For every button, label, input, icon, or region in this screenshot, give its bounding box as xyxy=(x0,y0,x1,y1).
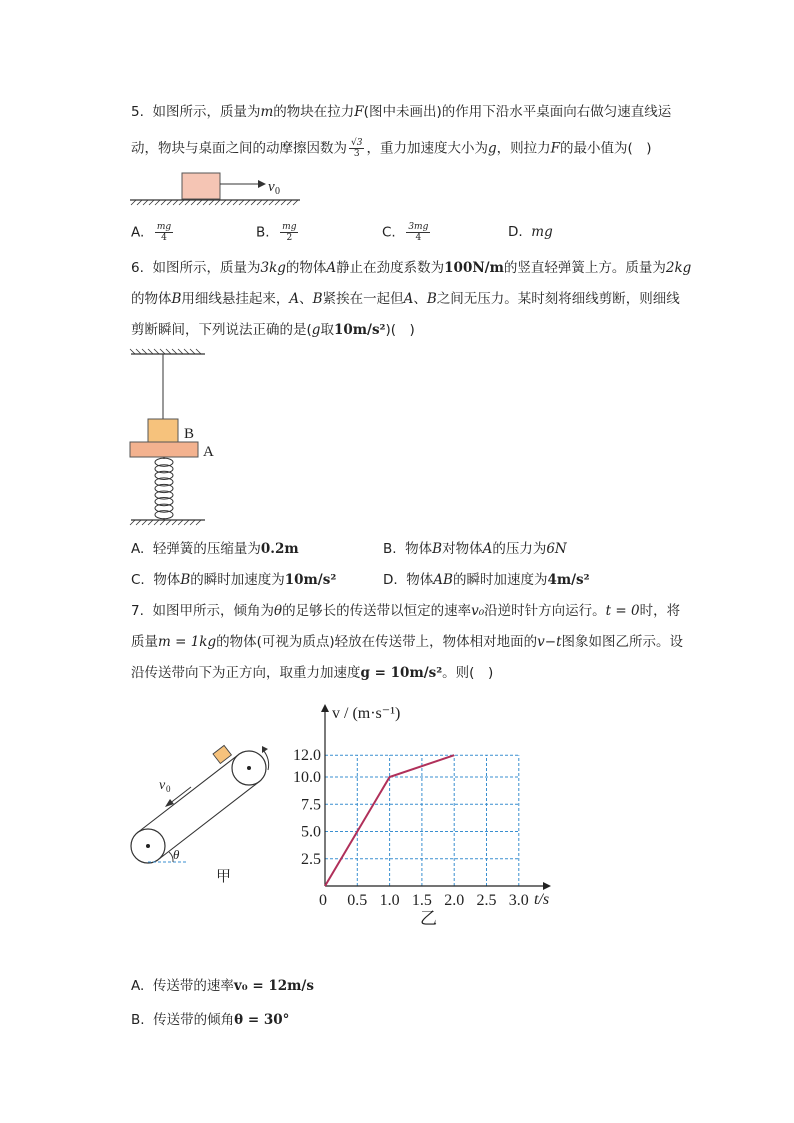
x-tick-label: 0.5 xyxy=(347,892,368,909)
q5-option-a[interactable]: A. $\frac{mg}{4}$ xyxy=(131,222,172,243)
q5-option-c[interactable]: C. $\frac{3mg}{4}$ xyxy=(382,222,429,243)
q5-var-F: F xyxy=(354,104,364,120)
hatch-mark xyxy=(142,520,147,525)
hatch-mark xyxy=(263,200,268,205)
q6-line-3: 剪断瞬间，下列说法正确的是(g取10m/s²)( ) xyxy=(131,322,415,338)
x-tick-label: 0 xyxy=(319,892,327,909)
hatch-mark xyxy=(130,349,135,354)
q5-label-v0: v xyxy=(268,179,275,195)
q6-block-b xyxy=(148,419,178,442)
q7-line-2: 质量m = 1kg的物体(可视为质点)轻放在传送带上，物体相对地面的v−t图象如图乙所示。设 xyxy=(131,634,684,650)
hatch-mark xyxy=(178,520,183,525)
hatch-mark xyxy=(179,200,184,205)
q6-block-a xyxy=(130,442,198,457)
q7-label-v0-sub: 0 xyxy=(166,784,171,794)
chart-y-arrow xyxy=(321,704,329,712)
hatch-mark xyxy=(148,349,153,354)
hatch-mark xyxy=(143,200,148,205)
q6-label-a: A xyxy=(203,444,214,460)
q7-belt-upper xyxy=(137,755,238,833)
q6-spring xyxy=(155,457,173,520)
q5-ground-hatch xyxy=(131,200,298,205)
x-tick-label: 3.0 xyxy=(508,892,529,909)
q5-var-m: m xyxy=(260,104,274,120)
q7-figure-jia xyxy=(125,740,290,890)
x-tick-label: 1.0 xyxy=(379,892,400,909)
q5-var-F: F xyxy=(550,140,560,157)
q7-option-a[interactable]: A. 传送带的速率v₀ = 12m/s xyxy=(131,978,314,994)
q6-floor-hatch xyxy=(130,520,201,525)
q5-number: 5. xyxy=(131,104,144,120)
q5-option-d[interactable]: D. mg xyxy=(508,224,553,240)
q7-box xyxy=(213,745,231,763)
q5-option-b[interactable]: B. $\frac{mg}{2}$ xyxy=(256,222,297,243)
q6-option-b[interactable]: B. 物体B对物体A的压力为6N xyxy=(383,541,567,557)
q7-label-v0: v xyxy=(159,778,166,793)
hatch-mark xyxy=(149,200,154,205)
hatch-mark xyxy=(178,349,183,354)
q6-option-d[interactable]: D. 物体AB的瞬时加速度为4m/s² xyxy=(383,572,590,588)
hatch-mark xyxy=(269,200,274,205)
hatch-mark xyxy=(227,200,232,205)
hatch-mark xyxy=(209,200,214,205)
hatch-mark xyxy=(154,520,159,525)
hatch-mark xyxy=(155,200,160,205)
y-tick-label: 7.5 xyxy=(301,796,321,814)
chart-ticks xyxy=(293,747,529,909)
hatch-mark xyxy=(239,200,244,205)
q7-line-3: 沿传送带向下为正方向，取重力加速度g = 10m/s²。则( ) xyxy=(131,665,494,681)
chart-x-label: t/s xyxy=(534,891,550,908)
hatch-mark xyxy=(257,200,262,205)
q7-vt-chart xyxy=(293,700,575,940)
hatch-mark xyxy=(191,200,196,205)
hatch-mark xyxy=(233,200,238,205)
x-tick-label: 2.0 xyxy=(444,892,465,909)
q5-arrow-head xyxy=(258,180,266,188)
q5-var-g: g xyxy=(487,140,497,157)
hatch-mark xyxy=(251,200,256,205)
q6-ceiling-hatch xyxy=(130,349,201,354)
hatch-mark xyxy=(148,520,153,525)
q7-option-b[interactable]: B. 传送带的倾角θ = 30° xyxy=(131,1012,290,1028)
q5-text: 动，物块与桌面之间的动摩擦因数为 xyxy=(131,140,347,157)
q5-text: (图中未画出)的作用下沿水平桌面向右做匀速直线运 xyxy=(363,104,672,120)
hatch-mark xyxy=(172,520,177,525)
hatch-mark xyxy=(137,200,142,205)
hatch-mark xyxy=(167,200,172,205)
chart-grid xyxy=(325,755,519,886)
hatch-mark xyxy=(221,200,226,205)
hatch-mark xyxy=(173,200,178,205)
hatch-mark xyxy=(160,520,165,525)
hatch-mark xyxy=(293,200,298,205)
q6-label-b: B xyxy=(184,426,195,442)
q7-velocity-arrow xyxy=(169,787,191,804)
q6-line-2: 的物体B用细线悬挂起来，A、B紧挨在一起但A、B之间无压力。某时刻将细线剪断，则细线 xyxy=(131,291,680,307)
hatch-mark xyxy=(161,200,166,205)
hatch-mark xyxy=(196,520,201,525)
q5-block xyxy=(182,173,220,199)
hatch-mark xyxy=(136,349,141,354)
y-tick-label: 10.0 xyxy=(293,769,321,786)
hatch-mark xyxy=(131,200,136,205)
q5-text: 的最小值为( ) xyxy=(560,140,652,157)
hatch-mark xyxy=(136,520,141,525)
chart-x-arrow xyxy=(543,882,551,890)
hatch-mark xyxy=(190,349,195,354)
hatch-mark xyxy=(190,520,195,525)
hatch-mark xyxy=(197,200,202,205)
q5-text: ，重力加速度大小为 xyxy=(366,140,488,157)
hatch-mark xyxy=(172,349,177,354)
q5-text: ，则拉力 xyxy=(496,140,551,157)
hatch-mark xyxy=(185,200,190,205)
y-tick-label: 2.5 xyxy=(301,850,321,868)
hatch-mark xyxy=(275,200,280,205)
q6-option-a[interactable]: A. 轻弹簧的压缩量为0.2m xyxy=(131,541,299,557)
q7-line-1: 7. 如图甲所示，倾角为θ的足够长的传送带以恒定的速率v₀沿逆时针方向运行。t = 0时，将 xyxy=(131,603,681,619)
y-tick-label: 12.0 xyxy=(293,747,321,765)
hatch-mark xyxy=(160,349,165,354)
chart-y-label: v / (m·s⁻¹) xyxy=(332,705,401,722)
hatch-mark xyxy=(154,349,159,354)
q6-line-1: 6. 如图所示，质量为3kg的物体A静止在劲度系数为100N/m的竖直轻弹簧上方。质量为2kg xyxy=(131,260,692,276)
y-tick-label: 5.0 xyxy=(301,823,321,841)
q7-label-theta: θ xyxy=(173,847,180,862)
hatch-mark xyxy=(196,349,201,354)
hatch-mark xyxy=(287,200,292,205)
hatch-mark xyxy=(142,349,147,354)
q6-figure xyxy=(125,347,235,532)
q5-label-v0-sub: 0 xyxy=(275,186,280,197)
q5-text: 如图所示，质量为 xyxy=(152,104,261,120)
q5-line-1 xyxy=(131,102,671,122)
x-tick-label: 2.5 xyxy=(476,892,497,909)
hatch-mark xyxy=(130,520,135,525)
hatch-mark xyxy=(281,200,286,205)
q5-figure xyxy=(130,170,310,210)
q5-text: 的物块在拉力 xyxy=(273,104,355,120)
hatch-mark xyxy=(166,349,171,354)
hatch-mark xyxy=(215,200,220,205)
hatch-mark xyxy=(184,349,189,354)
hatch-mark xyxy=(245,200,250,205)
q6-option-c[interactable]: C. 物体B的瞬时加速度为10m/s² xyxy=(131,572,337,588)
chart-label-yi: 乙 xyxy=(420,909,437,928)
hatch-mark xyxy=(184,520,189,525)
hatch-mark xyxy=(166,520,171,525)
hatch-mark xyxy=(203,200,208,205)
q7-label-jia: 甲 xyxy=(216,869,232,885)
q5-line-2 xyxy=(131,138,652,159)
q5-mu-fraction: $\frac{√3}{3}$ xyxy=(351,138,363,159)
x-tick-label: 1.5 xyxy=(411,892,432,909)
